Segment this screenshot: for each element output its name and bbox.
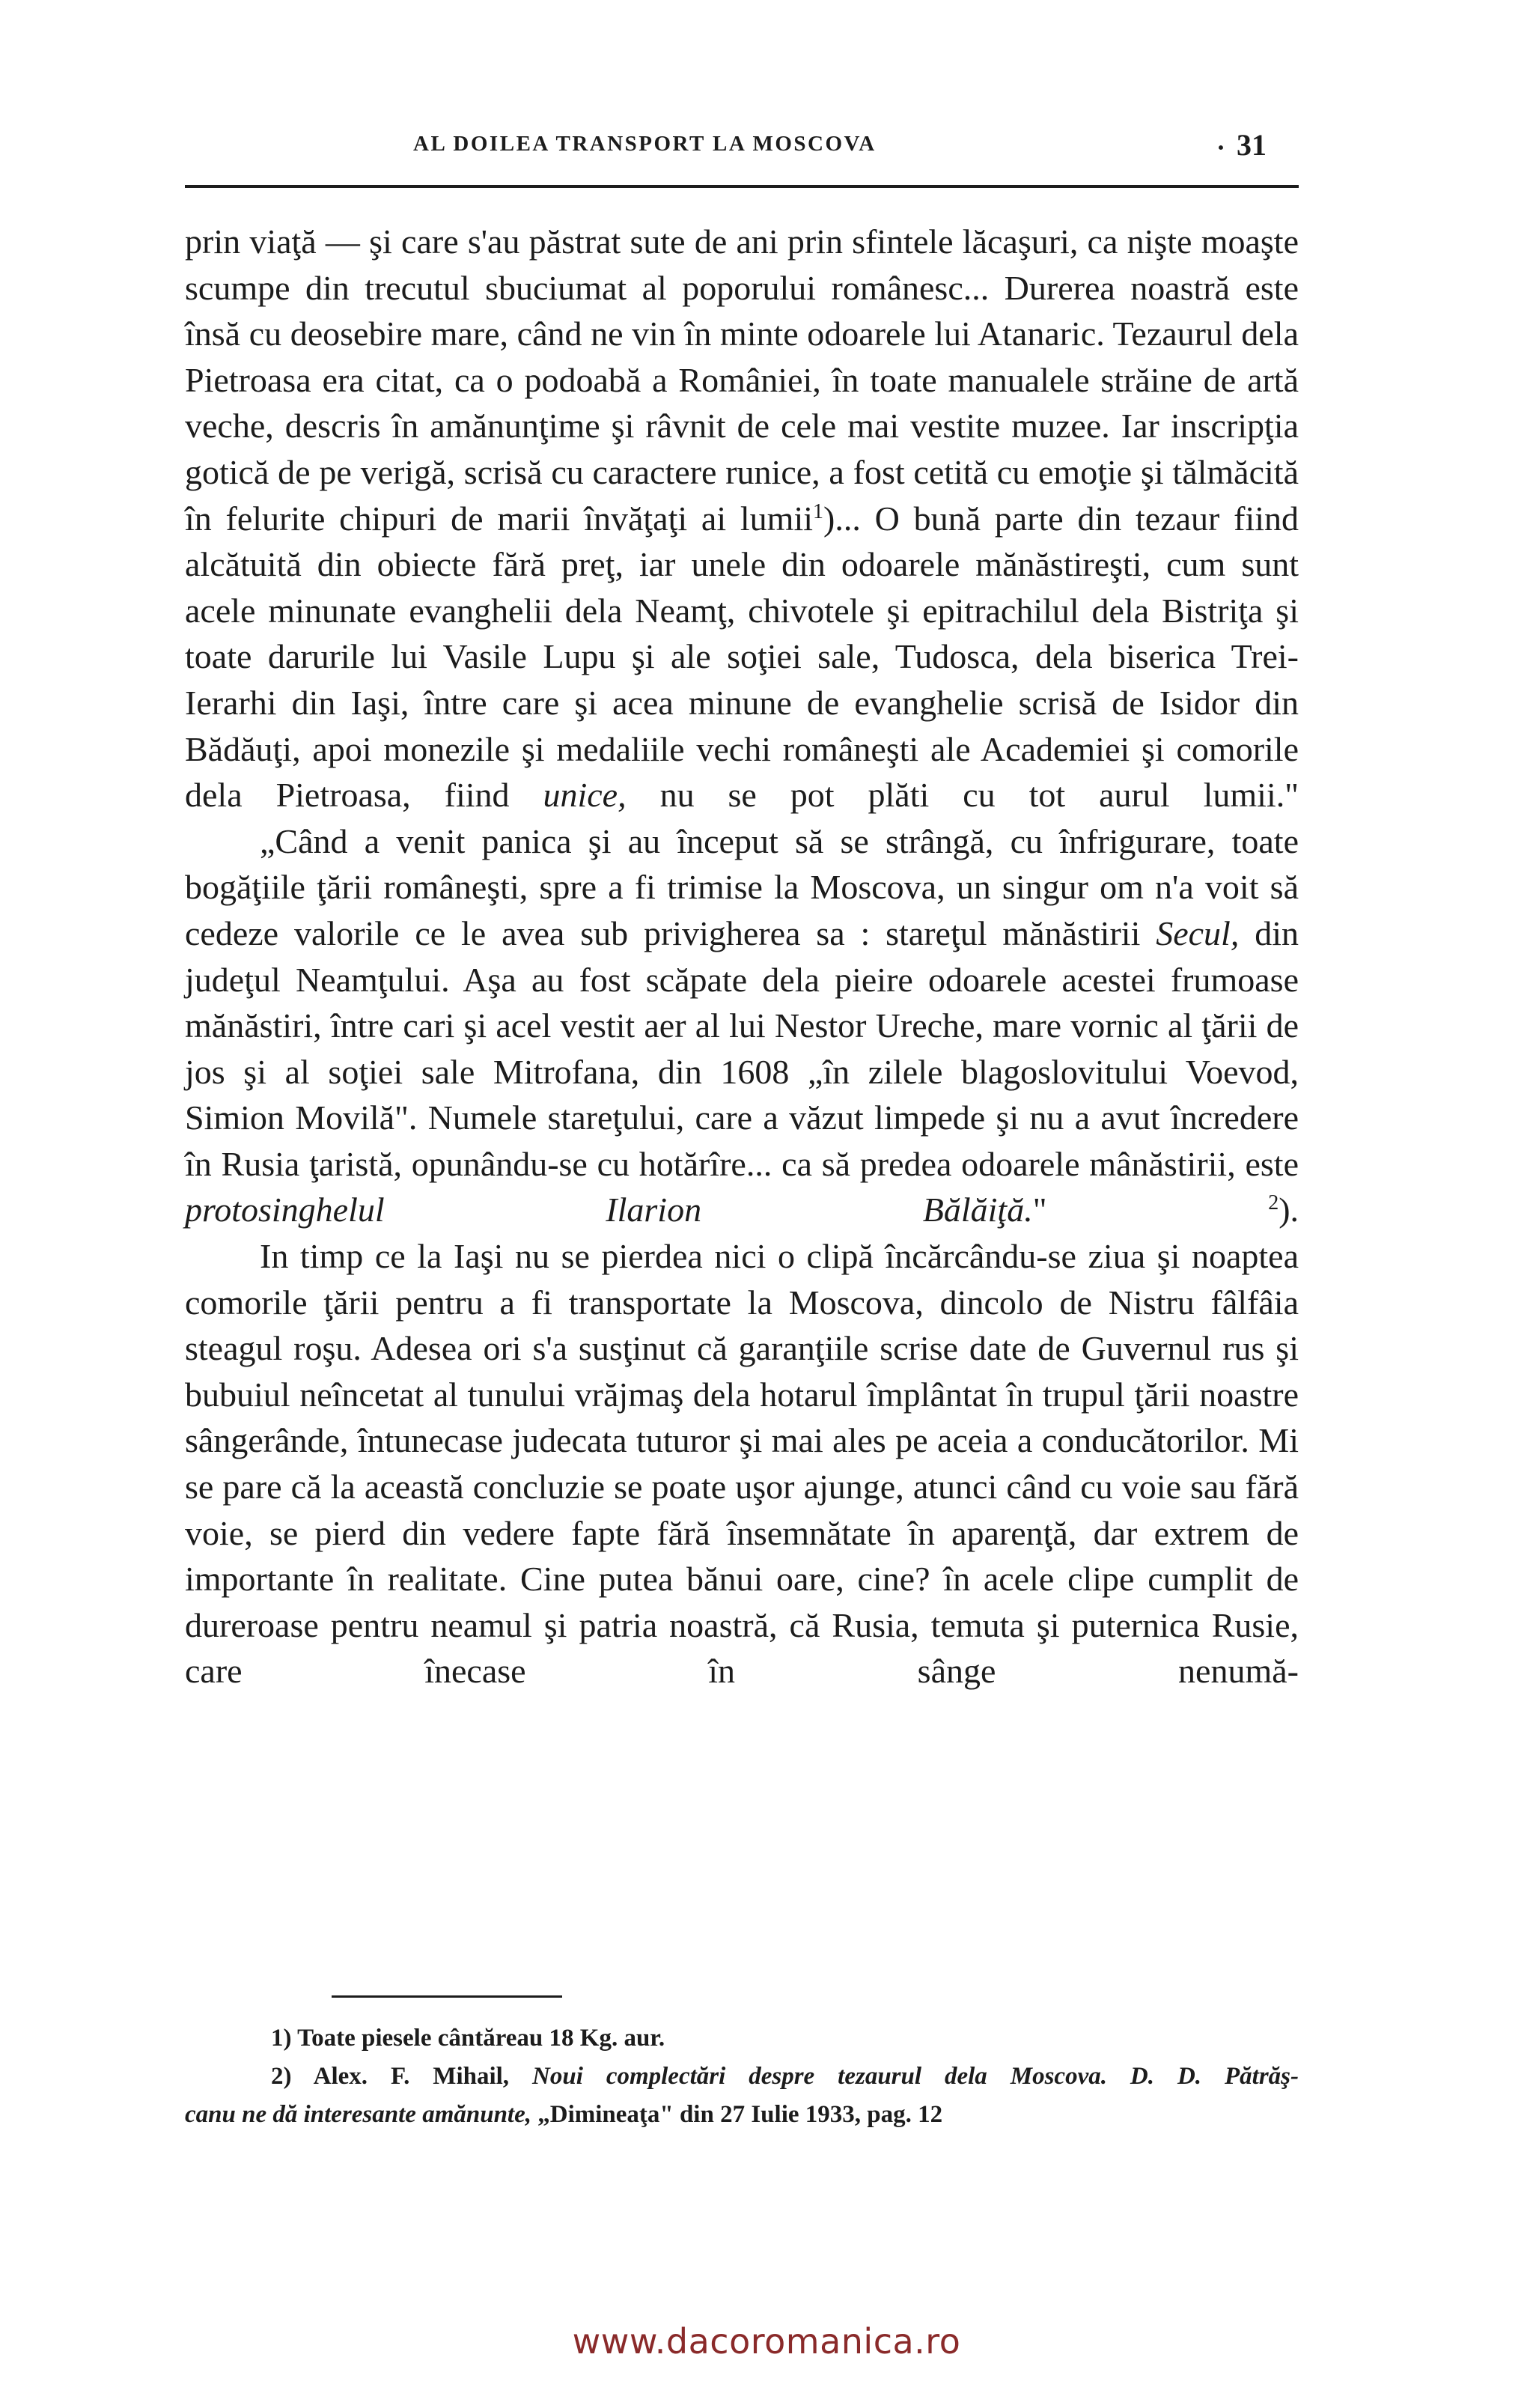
paragraph-1-end: nu se pot plăti cu tot aurul lumii."	[626, 776, 1299, 815]
footnote-2-cont-italic: canu ne dă interesante amănunte,	[185, 2101, 531, 2128]
footnotes	[185, 2019, 1299, 2134]
paragraph-1-italic: unice,	[543, 776, 627, 815]
body-text	[185, 219, 1299, 1694]
running-header	[185, 128, 1293, 169]
footnote-2	[185, 2058, 1299, 2096]
paragraph-2-tail: ).	[1278, 1191, 1299, 1229]
footnote-ref-1: 1	[813, 499, 824, 523]
paragraph-3-text: In timp ce la Iaşi nu se pierdea nici o clipă încărcându-se ziua şi noaptea comorile ţării pentru a fi transportate la Moscova, dincolo de Nistru fâlfâia steagul roşu. Adesea ori s'a susţinut că garanţiile scrise date de Guvernul rus şi bubuiul neîncetat al tunului vrăjmaş dela hotarul împlântat în trupul ţării noastre sângerânde, întunecase judecata tuturor şi mai ales pe aceia a conducătorilor. Mi se pare că la această concluzie se poate uşor ajunge, atunci când cu voie sau fără voie, se pierd din vedere fapte fără însemnătate în aparenţă, dar extrem de importante în realitate. Cine putea bănui oare, cine? în acele clipe cumplit de dureroase pentru neamul şi patria noastră, că Rusia, temuta şi puternica Rusie, care înecase în sânge nenumă-	[185, 1237, 1299, 1691]
footnote-2-author: 2) Alex. F. Mihail,	[271, 2063, 510, 2090]
paragraph-2-text: „Când a venit panica şi au început să se strângă, cu înfrigurare, toate bogăţiile ţării româneşti, spre a fi trimise la Moscova, un singur om n'a voit să cedeze valorile ce le avea sub privigherea sa : stareţul mănăstirii	[185, 821, 1299, 952]
running-title: AL DOILEA TRANSPORT LA MOSCOVA	[413, 132, 877, 156]
footnote-rule	[332, 1995, 562, 1998]
paragraph-3	[185, 1233, 1299, 1694]
paragraph-1-text: prin viaţă — şi care s'au păstrat sute de ani prin sfintele lăcaşuri, ca nişte moaşte scumpe din trecutul sbuciumat al poporului românesc... Durerea noastră este însă cu deosebire mare, când ne vin în minte odoarele lui Atanaric. Tezaurul dela Pietroasa era citat, ca o podoabă a României, în toate manualele străine de artă veche, descris în amănunţime şi râvnit de cele mai vestite muzee. Iar inscripţia gotică de pe verigă, scrisă cu caractere runice, a fost cetită cu emoţie şi tălmăcită în felurite chipuri de marii învăţaţi ai lumii	[185, 222, 1299, 538]
paragraph-1	[185, 219, 1299, 818]
footnote-2-title: Noui complectări despre tezaurul dela Moscova. D. D. Pătrăş-	[509, 2063, 1299, 2090]
page-number: 31	[1237, 128, 1267, 162]
footnote-ref-2: 2	[1268, 1191, 1279, 1215]
footnote-2-cont: „Dimineaţa" din 27 Iulie 1933, pag. 12	[531, 2101, 943, 2128]
paragraph-1-tail: )... O bună parte din tezaur fiind alcătuită din obiecte fără preţ, iar unele din odoarele mănăstireşti, cum sunt acele minunate evanghelii dela Neamţ, chivotele şi epitrachilul dela Bistriţa şi toate darurile lui Vasile Lupu şi ale soţiei sale, Tudosca, dela biserica Trei-Ierarhi din Iaşi, între care şi acea minune de evanghelie scrisă de Isidor din Bădăuţi, apoi monezile şi medaliile vechi româneşti ale Academiei şi comorile dela Pietroasa, fiind	[185, 499, 1299, 815]
paragraph-2-mid: din judeţul Neamţului. Aşa au fost scăpate dela pieire odoarele acestei frumoase mănăstiri, între cari şi acel vestit aer al lui Nestor Ureche, mare vornic al ţării de jos şi al soţiei sale Mitrofana, din 1608 „în zilele blagoslovitului Voevod, Simion Movilă". Numele stareţului, care a văzut limpede şi nu a avut încredere în Rusia ţaristă, opunându-se cu hotărîre... ca să predea odoarele mânăstirii, este	[185, 913, 1299, 1183]
paragraph-2-italic-name: protosinghelul Ilarion Bălăiţă.	[185, 1191, 1033, 1229]
header-rule	[185, 185, 1299, 188]
header-dot: ·	[1216, 133, 1226, 162]
paragraph-2-end: "	[1032, 1191, 1269, 1229]
watermark-url: www.dacoromanica.ro	[572, 2321, 961, 2362]
footnote-2-continuation	[185, 2096, 1299, 2134]
footnote-1: 1) Toate piesele cântăreau 18 Kg. aur.	[271, 2025, 665, 2052]
paragraph-2	[185, 818, 1299, 1233]
paragraph-2-italic: Secul,	[1156, 913, 1240, 952]
